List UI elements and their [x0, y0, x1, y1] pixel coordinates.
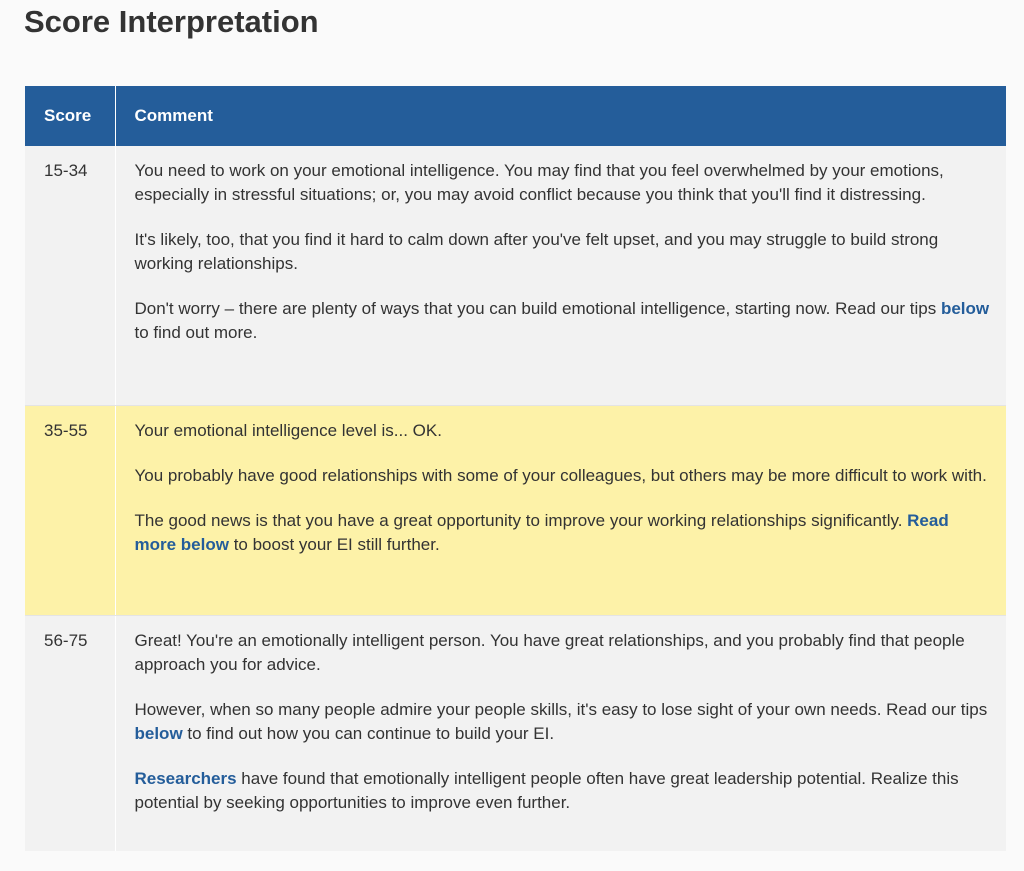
table-row [25, 616, 1006, 852]
table-row [25, 146, 1006, 406]
comment-paragraph [135, 297, 993, 345]
header-comment: Comment [115, 86, 1006, 146]
score-cell: 15-34 [25, 146, 115, 406]
table-row [25, 406, 1006, 616]
comment-cell [115, 616, 1006, 852]
comment-text: Don't worry – there are plenty of ways that you can build emotional intelligence, starting now. Read our tips [134, 299, 941, 318]
comment-text: to boost your EI still further. [228, 535, 440, 554]
comment-text: However, when so many people admire your people skills, it's easy to lose sight of your own needs. Read our tips [134, 700, 988, 719]
header-score: Score [25, 86, 115, 146]
researchers-link[interactable]: Researchers [134, 769, 237, 788]
below-link[interactable]: below [134, 724, 183, 743]
comment-text: to find out how you can continue to build your EI. [182, 724, 555, 743]
below-link[interactable]: below [940, 299, 990, 318]
comment-paragraph [135, 698, 993, 746]
comment-text: have found that emotionally intelligent people often have great leadership potential. Realize this potential by seeking opportunities to improve even further. [134, 769, 959, 812]
comment-cell [115, 146, 1006, 406]
score-table [25, 86, 1006, 851]
comment-paragraph [135, 767, 993, 815]
comment-cell [115, 406, 1006, 616]
score-cell: 35-55 [25, 406, 115, 616]
page-title: Score Interpretation [24, 4, 319, 39]
comment-paragraph: It's likely, too, that you find it hard to calm down after you've felt upset, and you may struggle to build strong working relationships. [134, 230, 939, 273]
comment-paragraph: You probably have good relationships with some of your colleagues, but others may be more difficult to work with. [134, 466, 987, 485]
score-cell: 56-75 [25, 616, 115, 852]
comment-paragraph [135, 509, 993, 557]
comment-paragraph: Your emotional intelligence level is... OK. [134, 421, 442, 440]
read-more-below-link[interactable]: Read more below [134, 511, 949, 554]
comment-paragraph: Great! You're an emotionally intelligent person. You have great relationships, and you probably find that people approach you for advice. [134, 631, 965, 674]
comment-text: to find out more. [134, 323, 258, 342]
comment-paragraph: You need to work on your emotional intelligence. You may find that you feel overwhelmed by your emotions, especially in stressful situations; or, you may avoid conflict because you think that you'll find it distressing. [134, 161, 944, 204]
table-header-row [25, 86, 1006, 146]
comment-text: The good news is that you have a great opportunity to improve your working relationships significantly. [134, 511, 908, 530]
